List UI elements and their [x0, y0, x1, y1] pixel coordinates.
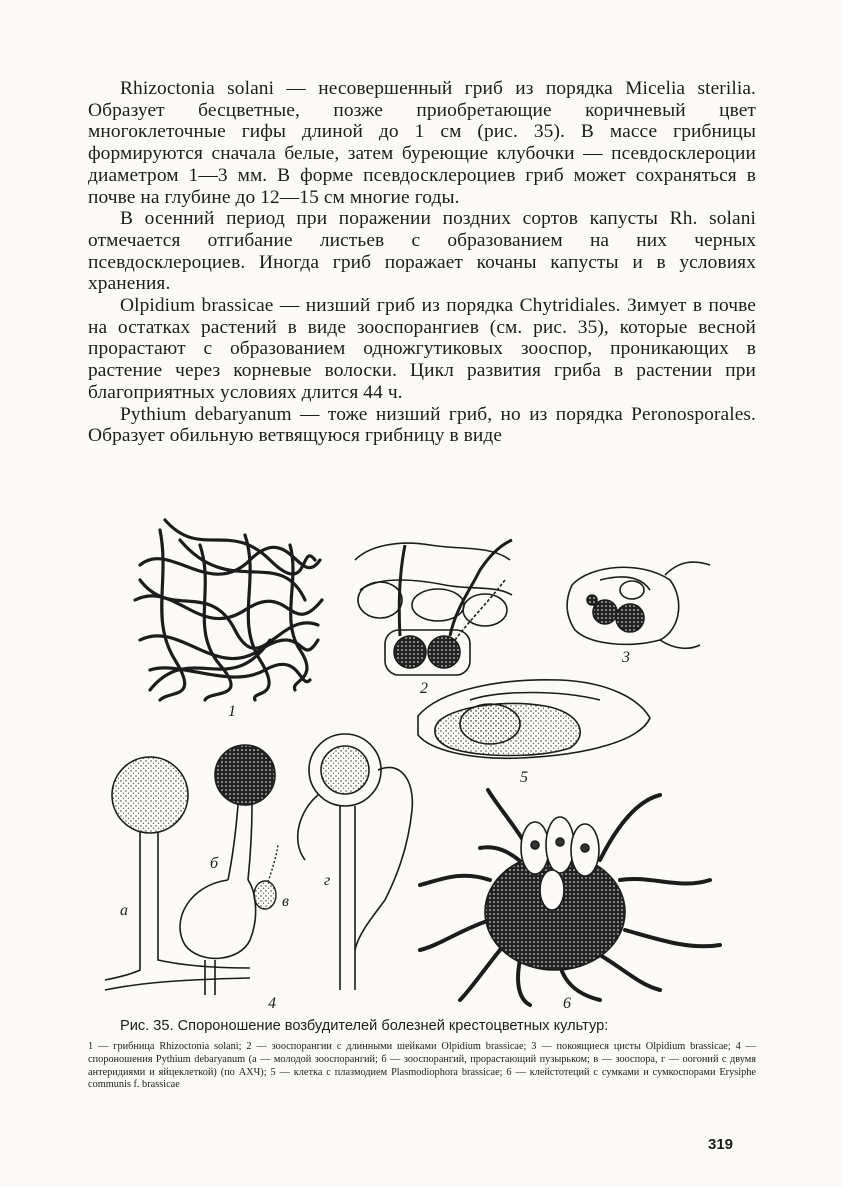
- label-4: 4: [268, 995, 276, 1012]
- paragraph-olpidium: Olpidium brassicae — низший гриб из порядка Chytridiales. Зимует в почве на остатках растений в виде зооспорангиев (см. рис. 35), которые весной прорастают с образованием одножгутиковых зооспор, проникающих в растение через корневые волоски. Цикл развития гриба в растении при благоприятных условиях длится 44 ч.: [88, 295, 756, 403]
- paragraph-autumn: В осенний период при поражении поздних сортов капусты Rh. solani отмечается отгибание листьев с образованием на них черных псевдосклероциев. Иногда гриб поражает кочаны капусты и в условиях хранения.: [88, 208, 756, 295]
- zoospore-drawing: [254, 845, 278, 909]
- caption-title: Рис. 35. Спороношение возбудителей болезней крестоцветных культур:: [120, 1018, 609, 1034]
- paragraph-pythium: Pythium debaryanum — тоже низший гриб, но из порядка Peronosporales. Образует обильную ветвящуюся грибницу в виде: [88, 403, 756, 447]
- label-1: 1: [228, 703, 236, 720]
- label-b: б: [210, 855, 219, 872]
- label-g: г: [324, 872, 331, 889]
- oogonium-drawing: [298, 734, 413, 990]
- caption-legend: 1 — грибница Rhizoctonia solani; 2 — зооспорангии с длинными шейками Olpidium brassicae; 3 — покоящиеся цисты Olpidium brassicae; 4 — спороношения Pythium debaryanum (а — молодой зооспорангий; б — зооспорангий, прорастающий пузырьком; в — зооспора, г — оогоний с двумя антеридиями и яйцеклеткой) (по АХЧ); 5 — клетка с плазмодием Plasmodiophora brassicae; 6 — клейстотеций с сумками и сумкоспорами Erysiphe communis f. brassicae: [88, 1041, 756, 1091]
- figure-caption: [88, 1017, 756, 1092]
- label-3: 3: [622, 649, 630, 666]
- page-number: 319: [708, 1136, 734, 1153]
- plasmodium-cell-drawing: [418, 680, 650, 758]
- label-a: а: [120, 902, 128, 919]
- paragraph-rhizoctonia: Rhizoctonia solani — несовершенный гриб из порядка Micelia sterilia. Образует бесцветные, позже приобретающие коричневый цвет многоклеточные гифы длиной до 1 см (рис. 35). В массе грибницы формируются сначала белые, затем буреющие клубочки — псевдосклероции диаметром 1—3 мм. В форме псевдосклероциев гриб может сохраняться в почве на глубине до 12—15 см многие годы.: [88, 78, 756, 208]
- mycelium-drawing: [135, 520, 322, 700]
- label-5: 5: [520, 769, 528, 786]
- zoosporangia-drawing: [355, 540, 512, 675]
- cleistothecium-body: [485, 817, 625, 970]
- label-v: в: [282, 893, 289, 910]
- germinating-zoosporangium-drawing: [180, 745, 275, 995]
- label-6: 6: [563, 995, 571, 1012]
- label-2: 2: [420, 680, 428, 697]
- cysts-drawing: [567, 562, 710, 648]
